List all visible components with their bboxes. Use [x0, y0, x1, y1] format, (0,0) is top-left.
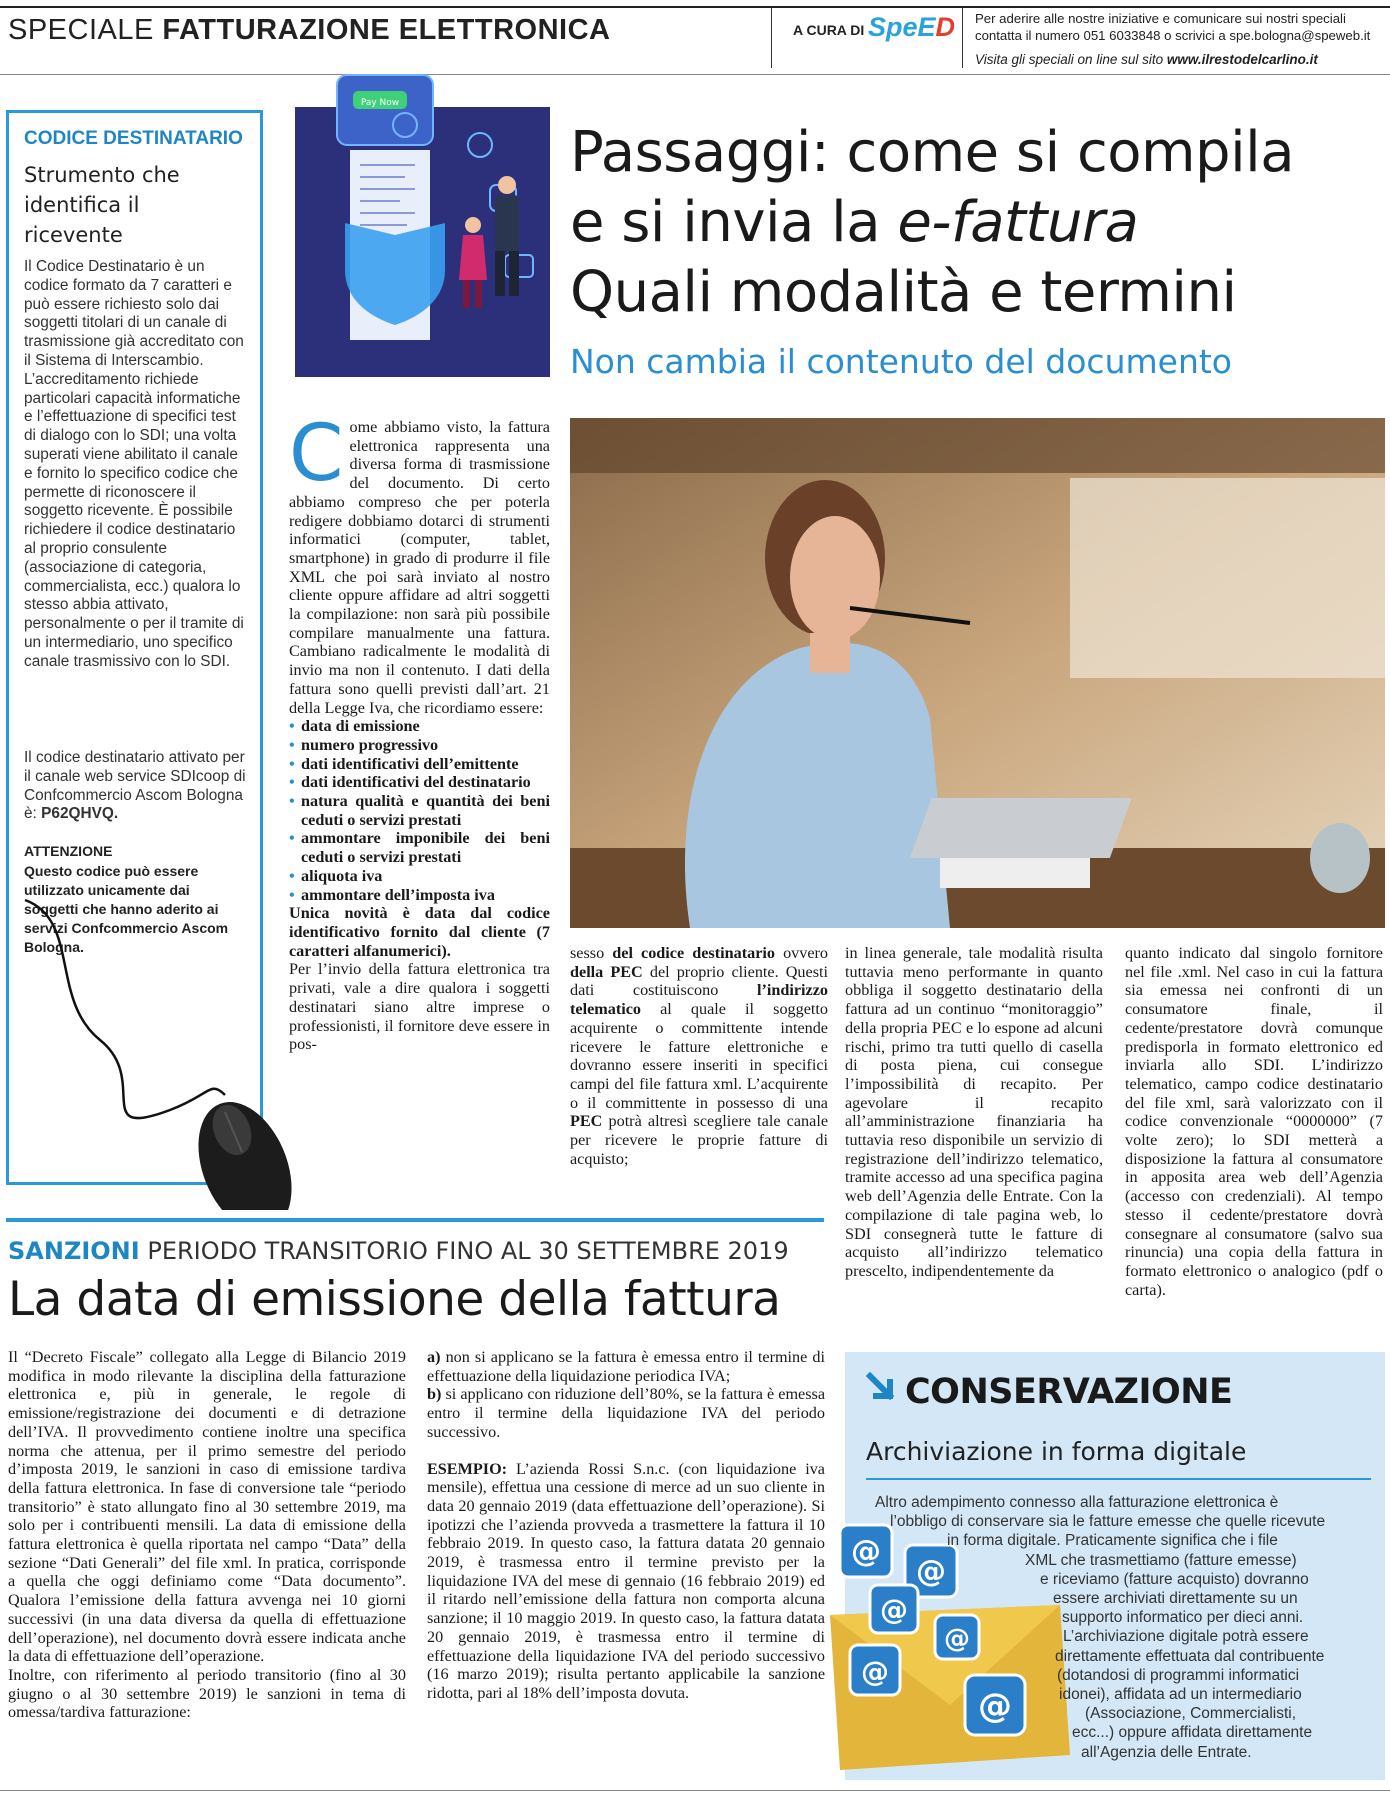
conservazione-rule — [866, 1478, 1371, 1480]
list-item: • aliquota iva — [289, 867, 550, 886]
speed-logo-end: D — [935, 12, 956, 42]
sanzioni-rule — [6, 1218, 824, 1222]
svg-text:@: @ — [916, 1554, 946, 1589]
sidebar-subtitle: Strumento che identifica il ricevente — [24, 163, 180, 247]
attention-text: Questo codice può essere utilizzato unicamente dai soggetti che hanno aderito ai servizi Confcommercio Ascom Bologna. — [24, 863, 229, 955]
article-column-1: Come abbiamo visto, la fattura elettronica rappresenta una diversa forma di trasmissione del documento. Di certo abbiamo compreso che per poterla redigere dobbiamo dotarci di strumenti informatici (computer, tablet, smartphone) in grado di produrre il file XML che poi sarà inviato al nostro cliente oppure affidare ad altri soggetti la compilazione: non sarà più possibile compilare manualmente una fattura. Cambiano radicalmente le modalità di invio ma non il contenuto. I dati della fattura sono quelli previsti dall’art. 21 della Legge Iva, che ricordiamo essere: • data di emissione • numero progressivo • dati identificativi dell’emittente • dati identificativi del destinatario • natura qualità e quantità dei beni ceduti o servizi prestati • ammontare imponibile dei beni ceduti o servizi prestati • aliquota iva • ammontare dell’imposta iva Unica novità è data dal codice identificativo fornito dal cliente (7 caratteri alfanumerici). Per l’invio della fattura elettronica tra privati, vale a dire qualora i soggetti destinatari siano altre imprese o professionisti, il fornitore deve essere in pos- — [289, 418, 550, 1054]
esempio-label: ESEMPIO: — [427, 1459, 508, 1478]
header-top-rule — [0, 6, 1390, 8]
destination-code: P62QHVQ. — [41, 805, 119, 823]
pay-now-label: Pay Now — [360, 98, 400, 108]
arrow-down-right-icon — [866, 1372, 898, 1404]
list-item: • data di emissione — [289, 717, 550, 736]
svg-text:@: @ — [978, 1686, 1012, 1726]
column-1-end: Per l’invio della fattura elettronica tra privati, vale a dire qualora i soggetti destinatari siano altre imprese o professionisti, il fornitore deve essere in pos- — [289, 960, 550, 1054]
computer-mouse-illustration — [20, 880, 300, 1210]
list-item: • ammontare dell’imposta iva — [289, 886, 550, 905]
list-item: • dati identificativi del destinatario — [289, 773, 550, 792]
bold-note: Unica novità è data dal codice identificativo fornito dal cliente (7 caratteri alfanumerici). — [289, 904, 550, 960]
invoice-data-list — [289, 717, 550, 904]
drop-cap: C — [289, 409, 344, 499]
svg-text:@: @ — [861, 1655, 889, 1688]
speed-logo-main: SpeE — [868, 12, 936, 42]
conservazione-text: Altro adempimento connesso alla fatturazione elettronica è l’obbligo di conservare sia le fatture emesse che quelle ricevute in forma digitale. Praticamente significa che i file XML che trasmettiamo (fatture emesse) e riceviamo (fatture acquisto) dovranno essere archiviati direttamente su un supporto informatico per dieci anni. L’archiviazione digitale potrà essere direttamente effettuata dal contribuente (dotandosi di programmi informatici idonei), affidata ad un intermediario (Associazione, Commercialisti, ecc...) oppure affidata direttamente all’Agenzia delle Entrate. — [875, 1494, 1326, 1761]
sanzioni-column-1: Il “Decreto Fiscale” collegato alla Legge di Bilancio 2019 modifica in modo rilevante la disciplina della fatturazione elettronica e, più in generale, le regole di emissione/registrazione dei documenti e di detrazione dell’IVA. Il provvedimento contiene inoltre una specifica norma che attenua, per il primo semestre del periodo d’imposta 2019, le sanzioni in caso di emissione tardiva della fattura elettronica. In fase di conversione tale “periodo transitorio” è stato allungato fino al 30 settembre 2019, ma solo per i contribuenti mensili. La data di emissione della fattura elettronica è quella riportata nel campo “Data” della sezione “Dati Generali” del file xml. In pratica, corrisponde a quella che oggi definiamo come “Data documento”. Qualora l’emissione della fattura avvenga nei 10 giorni successivi (in una data diversa da quella di effettuazione dell’operazione), nel documento dovrà essere indicata anche la data di effettuazione dell’operazione. Inoltre, con riferimento al periodo transitorio (fino al 30 giugno o al 30 settembre 2019) le sanzioni in tema di omessa/tardiva fatturazione: — [8, 1348, 406, 1722]
svg-text:@: @ — [944, 1624, 970, 1654]
svg-text:@: @ — [851, 1534, 881, 1569]
article-column-4: quanto indicato dal singolo fornitore nel file .xml. Nel caso in cui la fattura sia emessa nei confronti di un consumatore finale, il cedente/prestatore dovrà comunque predisporla in formato elettronico ed inviarla allo SDI. L’indirizzo telematico, campo codice destinatario del file xml, sarà valorizzato con il codice convenzionale “0000000” (7 volte zero); lo SDI metterà a disposizione la fattura al consumatore in apposita area web dell’Agenzia (accesso con credenziali). Al tempo stesso il cedente/prestatore dovrà consegnare al consumatore (salvo sua rinuncia) una copia della fattura in formato elettronico o analogico (pdf o carta). — [1125, 944, 1383, 1299]
svg-text:@: @ — [880, 1593, 908, 1626]
article-headline: Passaggi: come si compila e si invia la e-fattura Quali modalità e termini — [570, 120, 1295, 325]
site-link[interactable]: www.ilrestodelcarlino.it — [1166, 52, 1318, 67]
site-link-line: Visita gli speciali on line sul sito www.ilrestodelcarlino.it — [975, 52, 1318, 67]
sidebar-code-paragraph: Il codice destinatario attivato per il canale web service SDIcoop di Confcommercio Ascom Bologna è: P62QHVQ. — [24, 749, 246, 823]
list-item: • natura qualità e quantità dei beni ceduti o servizi prestati — [289, 792, 550, 829]
sidebar-heading: CODICE DESTINATARIO — [24, 128, 243, 149]
article-column-3: in linea generale, tale modalità risulta tuttavia meno performante in quanto obbliga il soggetto destinatario della fattura ad un continuo “monitoraggio” della propria PEC e lo espone ad alcuni rischi, primo tra tutti quello di casella di posta piena, cui consegue l’impossibilità di recapito. Per agevolare il recapito all’amministrazione finanziaria ha tuttavia reso disponibile un servizio di registrazione dell’indirizzo telematico, tramite accesso ad una specifica pagina web dell’Agenzia delle Entrate. Con la compilazione di tale pagina web, lo SDI consegnerà tutte le fatture di acquisto all’indirizzo telematico prescelto, indipendentemente da — [845, 944, 1103, 1280]
article-column-2: sesso del codice destinatario ovvero della PEC del proprio cliente. Questi dati costituiscono l’indirizzo telematico al quale il soggetto acquirente o committente intende ricevere le fatture elettroniche e dovranno essere inseriti in specifici campi del file fattura xml. L’acquirente o il committente in possesso di una PEC potrà altresì scegliere tale canale per ricevere le proprie fatture di acquisto; — [570, 944, 829, 1168]
header-bottom-rule — [0, 74, 1390, 75]
sanzioni-title: La data di emissione della fattura — [8, 1272, 781, 1327]
conservazione-subtitle: Archiviazione in forma digitale — [866, 1437, 1247, 1466]
sanzioni-kicker: SANZIONI PERIODO TRANSITORIO FINO AL 30 SETTEMBRE 2019 — [8, 1237, 789, 1265]
list-item: • dati identificativi dell’emittente — [289, 755, 550, 774]
cura-label: A CURA DI — [793, 22, 865, 38]
e-invoice-illustration — [295, 55, 550, 377]
conservazione-title: CONSERVAZIONE — [905, 1372, 1233, 1412]
speed-logo — [868, 12, 955, 43]
contact-info: Per aderire alle nostre iniziative e comunicare sui nostri speciali contatta il numero 051 6033848 o scrivici a spe.bologna@speweb.it — [975, 11, 1371, 43]
sidebar-body: Il Codice Destinatario è un codice formato da 7 caratteri e può essere richiesto solo dai soggetti titolari di un canale di trasmissione già accreditato con il Sistema di Interscambio. L’accreditamento richiede particolari capacità informatiche e l’effettuazione di specifici test di dialogo con lo SDI; una volta superati viene abilitato il canale e fornito lo specifico codice che permette di riconoscere il soggetto ricevente. È possibile richiedere il codice destinatario al proprio consulente (associazione di categoria, commercialista, ecc.) qualora lo stesso abbia attivato, personalmente o per il tramite di un intermediario, uno specifico canale trasmissivo con lo SDI. — [24, 258, 244, 670]
sanzioni-column-2: a) non si applicano se la fattura è emessa entro il termine di effettuazione della liquidazione periodica IVA; b) si applicano con riduzione dell’80%, se la fattura è emessa entro il termine della liquidazione IVA del periodo successivo. ESEMPIO: L’azienda Rossi S.n.c. (con liquidazione iva mensile), effettua una cessione di merce ad un suo cliente in data 20 gennaio 2019 (data effettuazione dell’operazione). Si ipotizzi che l’azienda provveda a trasmettere la fattura il 10 febbraio 2019. In questo caso, la fattura datata 20 gennaio 2019, è trasmessa entro il termine previsto per la liquidazione IVA del mese di gennaio (16 febbraio 2019) ed il ritardo nell’emissione della fattura non comporta alcuna sanzione; il 10 maggio 2019. In questo caso, la fattura datata 20 gennaio 2019, è trasmessa entro il termine di effettuazione della liquidazione IVA del periodo successivo (16 marzo 2019); risulta pertanto applicabile la sanzione ridotta, pari al 18% dell’imposta dovuta. — [427, 1348, 826, 1702]
list-item: • ammontare imponibile dei beni ceduti o servizi prestati — [289, 829, 550, 866]
section-title: SPECIALE FATTURAZIONE ELETTRONICA — [8, 14, 611, 46]
article-subtitle: Non cambia il contenuto del documento — [570, 342, 1232, 381]
attention-heading: ATTENZIONE — [24, 843, 113, 859]
header-divider — [771, 8, 772, 68]
woman-working-photo — [570, 418, 1385, 928]
list-item: • numero progressivo — [289, 736, 550, 755]
header-divider — [962, 8, 963, 68]
footer-rule — [0, 1790, 1390, 1791]
